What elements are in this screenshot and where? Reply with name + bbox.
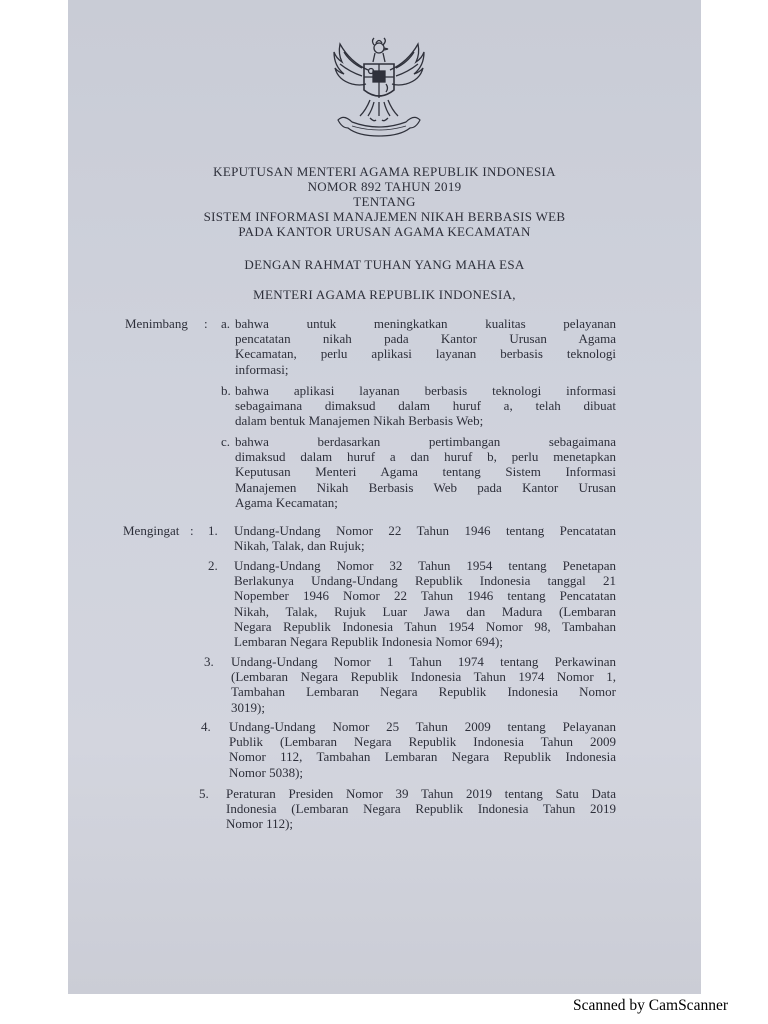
text-line: Keputusan Menteri Agama tentang Sistem Informasi xyxy=(235,464,616,480)
text-line: Undang-Undang Nomor 32 Tahun 1954 tentang Penetapan xyxy=(234,558,616,573)
mengingat-marker-5: 5. xyxy=(199,786,209,801)
text-line: dimaksud dalam huruf a dan huruf b, perlu menetapkan xyxy=(235,449,616,465)
mengingat-label: Mengingat xyxy=(123,523,180,538)
mengingat-marker-1: 1. xyxy=(208,523,218,538)
mengingat-item-1 xyxy=(234,523,616,553)
text-line: Undang-Undang Nomor 1 Tahun 1974 tentang Perkawinan xyxy=(231,654,616,669)
text-line: Nikah, Talak, Rujuk Luar Jawa dan Madura (Lembaran xyxy=(234,603,616,619)
text-line: Berlakunya Undang-Undang Republik Indonesia tanggal 21 xyxy=(234,573,616,589)
opening-greeting: DENGAN RAHMAT TUHAN YANG MAHA ESA xyxy=(244,257,525,272)
garuda-pancasila-emblem xyxy=(330,36,428,140)
text-line: Nomor 5038); xyxy=(229,764,304,780)
mengingat-item-5 xyxy=(226,786,616,832)
minister-heading: MENTERI AGAMA REPUBLIK INDONESIA, xyxy=(253,287,516,302)
text-line: informasi; xyxy=(235,361,289,377)
text-line: Peraturan Presiden Nomor 39 Tahun 2019 tentang Satu Data xyxy=(226,786,616,801)
menimbang-item-b xyxy=(235,383,616,429)
text-line: bahwa untuk meningkatkan kualitas pelayanan xyxy=(235,316,616,331)
text-line: Publik (Lembaran Negara Republik Indonesia Tahun 2009 xyxy=(229,734,616,750)
text-line: bahwa aplikasi layanan berbasis teknologi informasi xyxy=(235,383,616,398)
mengingat-colon: : xyxy=(190,523,194,538)
mengingat-marker-4: 4. xyxy=(201,719,211,734)
text-line: Negara Republik Indonesia Tahun 1954 Nomor 98, Tambahan xyxy=(234,618,616,634)
menimbang-colon: : xyxy=(204,316,208,331)
menimbang-marker-b: b. xyxy=(221,383,231,398)
mengingat-item-4 xyxy=(229,719,616,780)
menimbang-marker-c: c. xyxy=(221,434,231,449)
text-line: Manajemen Nikah Berbasis Web pada Kantor Urusan xyxy=(235,479,616,495)
menimbang-label: Menimbang xyxy=(125,316,188,331)
decree-tentang: TENTANG xyxy=(353,194,416,209)
text-line: bahwa berdasarkan pertimbangan sebagaimana xyxy=(235,434,616,449)
text-line: sebagaimana dimaksud dalam huruf a, telah dibuat xyxy=(235,398,616,414)
decree-number-line: NOMOR 892 TAHUN 2019 xyxy=(307,179,462,194)
scanned-page xyxy=(68,0,701,994)
mengingat-item-2 xyxy=(234,558,616,649)
text-line: Undang-Undang Nomor 25 Tahun 2009 tentang Pelayanan xyxy=(229,719,616,734)
text-line: Nopember 1946 Nomor 22 Tahun 1946 tentang Pencatatan xyxy=(234,588,616,604)
text-line: dalam bentuk Manajemen Nikah Berbasis Web; xyxy=(235,413,484,429)
mengingat-marker-2: 2. xyxy=(208,558,218,573)
text-line: Lembaran Negara Republik Indonesia Nomor 694); xyxy=(234,633,503,649)
text-line: pencatatan nikah pada Kantor Urusan Agama xyxy=(235,331,616,347)
menimbang-item-a xyxy=(235,316,616,377)
text-line: Kecamatan, perlu aplikasi layanan berbasis teknologi xyxy=(235,346,616,362)
scanner-watermark: Scanned by CamScanner xyxy=(573,997,728,1014)
menimbang-marker-a: a. xyxy=(221,316,231,331)
mengingat-marker-3: 3. xyxy=(204,654,214,669)
text-line: Tambahan Lembaran Negara Republik Indonesia Nomor xyxy=(231,684,616,700)
decree-title-line: KEPUTUSAN MENTERI AGAMA REPUBLIK INDONESIA xyxy=(213,164,556,179)
decree-subject-line-2: PADA KANTOR URUSAN AGAMA KECAMATAN xyxy=(238,224,531,239)
decree-subject-line-1: SISTEM INFORMASI MANAJEMEN NIKAH BERBASIS WEB xyxy=(203,209,566,224)
text-line: 3019); xyxy=(231,699,265,715)
mengingat-item-3 xyxy=(231,654,616,715)
text-line: Nomor 112); xyxy=(226,816,294,832)
text-line: (Lembaran Negara Republik Indonesia Tahun 1974 Nomor 1, xyxy=(231,669,616,685)
text-line: Nomor 112, Tambahan Lembaran Negara Republik Indonesia xyxy=(229,749,616,765)
text-line: Undang-Undang Nomor 22 Tahun 1946 tentang Pencatatan xyxy=(234,523,616,538)
menimbang-item-c xyxy=(235,434,616,510)
text-line: Agama Kecamatan; xyxy=(235,494,338,510)
text-line: Nikah, Talak, dan Rujuk; xyxy=(234,538,365,554)
text-line: Indonesia (Lembaran Negara Republik Indonesia Tahun 2019 xyxy=(226,801,616,817)
